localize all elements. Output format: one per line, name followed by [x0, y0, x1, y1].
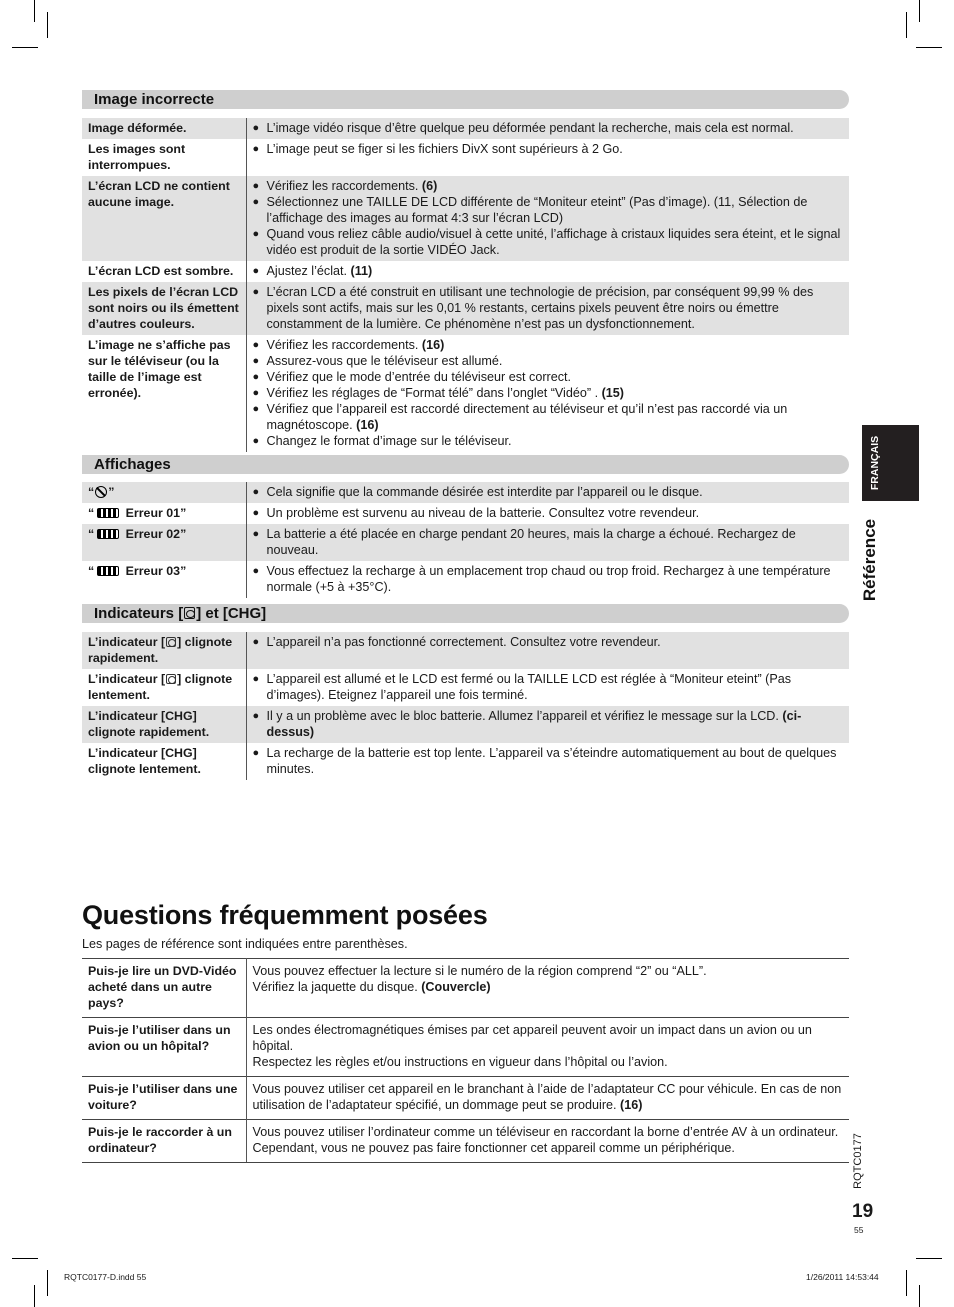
- indicator-text: L’indicateur [CHG] clignote lentement.: [88, 746, 201, 776]
- language-tab-label: [862, 425, 888, 501]
- bullet-list: [253, 284, 844, 332]
- display-cell: [82, 503, 246, 524]
- bullet-list: [253, 526, 844, 558]
- answer-line: [253, 1054, 844, 1070]
- crop-mark: [916, 1258, 942, 1259]
- bullet-list: [253, 337, 844, 449]
- bullet-text: L’appareil est allumé et le LCD est fermé ou la TAILLE LCD est réglée à “Moniteur eteint” (Pas d’images). Eteignez l’appareil une fois terminé.: [266, 672, 792, 702]
- troubleshoot-table-display: [82, 482, 849, 598]
- footer-file: RQTC0177-D.indd 55: [64, 1272, 147, 1282]
- bullet-item: [253, 708, 844, 740]
- crop-mark: [919, 0, 920, 22]
- answer-text: Vérifiez la jaquette du disque.: [252, 980, 422, 994]
- indicator-text: L’indicateur [CHG] clignote rapidement.: [88, 709, 210, 739]
- bullet-item: [253, 526, 844, 558]
- bullet-item: [253, 226, 844, 258]
- indicator-text: L’indicateur [: [88, 672, 166, 686]
- problem-cell: [82, 335, 246, 452]
- power-icon: [166, 637, 176, 647]
- bullet-text: Quand vous reliez câble audio/visuel à cette unité, l’affichage à cristaux liquides sera éteint, et le signal vidéo est produit de la sortie VIDÉO Jack.: [266, 227, 841, 257]
- faq-table: [82, 958, 849, 1163]
- problem-text: L’écran LCD est sombre.: [88, 264, 234, 278]
- answer-text: Vous pouvez effectuer la lecture si le numéro de la région comprend “2” ou “ALL”.: [252, 964, 707, 978]
- sheet-number: 55: [854, 1225, 864, 1235]
- bullet-text: L’image vidéo risque d’être quelque peu déformée pendant la recherche, mais cela est normal.: [266, 121, 794, 135]
- question-text: Puis-je lire un DVD-Vidéo acheté dans un autre pays?: [88, 964, 237, 1010]
- answer-line: [253, 963, 844, 979]
- troubleshoot-table-image: [82, 118, 849, 452]
- bullet-list: [253, 708, 844, 740]
- section-title-part: ] et [CHG]: [196, 605, 267, 622]
- crop-mark: [919, 1285, 920, 1307]
- indicator-text: L’indicateur [: [88, 635, 166, 649]
- battery-icon: [97, 529, 119, 539]
- troubleshoot-table-indicators: [82, 632, 849, 780]
- bullet-text: Ajustez l’éclat.: [266, 264, 351, 278]
- language-label: FRANÇAIS: [869, 435, 881, 491]
- display-cell: [82, 482, 246, 503]
- crop-mark: [916, 47, 942, 48]
- indicator-cell: [82, 669, 246, 706]
- quote-close: ”: [180, 564, 187, 578]
- crop-mark: [34, 1285, 35, 1307]
- bullet-item: [253, 745, 844, 777]
- question-cell: [82, 959, 246, 1018]
- indicator-cell: [82, 743, 246, 780]
- bullet-item: [253, 120, 844, 136]
- problem-cell: [82, 118, 246, 139]
- table-row: [82, 118, 849, 139]
- quote-close: ”: [108, 485, 115, 499]
- crop-mark: [906, 1270, 907, 1296]
- faq-row: [82, 1018, 849, 1077]
- bullet-text: Il y a un problème avec le bloc batterie. Allumez l’appareil et vérifiez le message sur la LCD.: [266, 709, 783, 723]
- solution-cell: [246, 261, 849, 282]
- crop-mark: [12, 1258, 38, 1259]
- reference-label: Référence: [860, 518, 879, 602]
- answer-line: [253, 1022, 844, 1054]
- error-code: Erreur 02: [122, 527, 181, 541]
- section-title-part: Indicateurs [: [94, 605, 184, 622]
- bullet-item: [253, 194, 844, 226]
- table-row: [82, 503, 849, 524]
- faq-row: [82, 1077, 849, 1120]
- problem-text: L’écran LCD ne contient aucune image.: [88, 179, 230, 209]
- prohibited-icon: [95, 486, 107, 498]
- bullet-list: [253, 141, 844, 157]
- indicator-cell: [82, 632, 246, 669]
- bullet-item: [253, 505, 844, 521]
- question-text: Puis-je l’utiliser dans un avion ou un hôpital?: [88, 1023, 231, 1053]
- problem-cell: [82, 139, 246, 176]
- meaning-cell: [246, 561, 849, 598]
- table-row: [82, 706, 849, 743]
- bullet-text: La batterie a été placée en charge pendant 20 heures, mais la charge a échoué. Rechargez de nouveau.: [266, 527, 796, 557]
- answer-cell: [246, 1077, 849, 1120]
- bullet-item: [253, 385, 844, 401]
- section-title-indicators: [82, 604, 849, 623]
- solution-cell: [246, 335, 849, 452]
- bullet-text: Vérifiez les raccordements.: [266, 179, 422, 193]
- answer-cell: [246, 959, 849, 1018]
- answer-line: [253, 979, 844, 995]
- bullet-list: [253, 178, 844, 258]
- problem-text: Image déformée.: [88, 121, 187, 135]
- display-cell: [82, 524, 246, 561]
- section-title-display: Affichages: [82, 455, 849, 474]
- crop-mark: [47, 12, 48, 38]
- faq-row: [82, 959, 849, 1018]
- bullet-list: [253, 745, 844, 777]
- bullet-item: [253, 178, 844, 194]
- faq-subtitle: Les pages de référence sont indiquées entre parenthèses.: [82, 937, 408, 951]
- error-code: Erreur 03: [122, 564, 181, 578]
- page-number: 19: [852, 1201, 874, 1222]
- answer-line: [253, 1124, 844, 1156]
- meaning-cell: [246, 503, 849, 524]
- quote-open: “: [88, 527, 95, 541]
- answer-text: Vous pouvez utiliser cet appareil en le branchant à l’aide de l’adaptateur CC pour véhicule. En cas de non utilisation de l’adaptateur spécifié, un dommage peut se produire.: [252, 1082, 842, 1112]
- bullet-text: Vérifiez que l’appareil est raccordé directement au téléviseur et qu’il n’est pas raccordé via un magnétoscope.: [266, 402, 788, 432]
- crop-mark: [47, 1270, 48, 1296]
- quote-close: ”: [180, 527, 187, 541]
- bullet-item: [253, 353, 844, 369]
- bullet-text: L’écran LCD a été construit en utilisant une technologie de précision, par conséquent 99,99 % des pixels sont actifs, mais sur les 0,01 % restants, certains pixels peuvent être noirs ou émettre constamment de la lumière. Ce phénomène n’est pas un dysfonctionnement.: [266, 285, 814, 331]
- solution-cell: [246, 118, 849, 139]
- problem-text: Les images sont interrompues.: [88, 142, 186, 172]
- faq-title: Questions fréquemment posées: [82, 900, 488, 930]
- bullet-list: [253, 263, 844, 279]
- solution-cell: [246, 743, 849, 780]
- indicator-cell: [82, 706, 246, 743]
- bullet-item: [253, 401, 844, 433]
- page-reference: (15): [601, 386, 624, 400]
- battery-icon: [97, 508, 119, 518]
- battery-icon: [97, 566, 119, 576]
- answer-text: Vous pouvez utiliser l’ordinateur comme un téléviseur en raccordant la borne d’entrée AV à un ordinateur. Cependant, vous ne pouvez pas faire fonctionner cet appareil comme un périphérique.: [252, 1125, 839, 1155]
- problem-cell: [82, 176, 246, 261]
- bullet-list: [253, 484, 844, 500]
- meaning-cell: [246, 482, 849, 503]
- bullet-item: [253, 369, 844, 385]
- bullet-item: [253, 263, 844, 279]
- bullet-text: Sélectionnez une TAILLE DE LCD différente de “Moniteur eteint” (Pas d’image). (11, Sélection de l’affichage des images au format 4:3 sur l’écran LCD): [266, 195, 808, 225]
- table-row: [82, 261, 849, 282]
- problem-text: Les pixels de l’écran LCD sont noirs ou ils émettent d’autres couleurs.: [88, 285, 239, 331]
- page-reference: (16): [421, 338, 445, 352]
- table-row: [82, 176, 849, 261]
- crop-mark: [12, 47, 38, 48]
- power-icon: [184, 607, 195, 619]
- answer-text: Les ondes électromagnétiques émises par cet appareil peuvent avoir un impact dans un avion ou un hôpital.: [252, 1023, 812, 1053]
- bullet-item: [253, 563, 844, 595]
- footer-timestamp: 1/26/2011 14:53:44: [806, 1272, 879, 1282]
- bullet-item: [253, 337, 844, 353]
- table-row: [82, 282, 849, 335]
- table-row: [82, 632, 849, 669]
- bullet-list: [253, 563, 844, 595]
- error-code: Erreur 01: [122, 506, 181, 520]
- table-row: [82, 524, 849, 561]
- problem-cell: [82, 261, 246, 282]
- quote-open: “: [88, 485, 95, 499]
- bullet-list: [253, 120, 844, 136]
- table-row: [82, 669, 849, 706]
- faq-row: [82, 1120, 849, 1163]
- answer-cell: [246, 1018, 849, 1077]
- meaning-cell: [246, 524, 849, 561]
- solution-cell: [246, 282, 849, 335]
- table-row: [82, 139, 849, 176]
- bullet-text: Cela signifie que la commande désirée est interdite par l’appareil ou le disque.: [266, 485, 703, 499]
- bullet-list: [253, 671, 844, 703]
- page-reference: (16): [620, 1098, 643, 1112]
- crop-mark: [906, 12, 907, 38]
- section-title-image: Image incorrecte: [82, 90, 849, 109]
- answer-text: Respectez les règles et/ou instructions en vigueur dans l’hôpital ou l’avion.: [252, 1055, 668, 1069]
- bullet-text: Un problème est survenu au niveau de la batterie. Consultez votre revendeur.: [266, 506, 700, 520]
- table-row: [82, 561, 849, 598]
- bullet-list: [253, 505, 844, 521]
- answer-line: [253, 1081, 844, 1113]
- question-cell: [82, 1120, 246, 1163]
- page-reference: (ci-dessus): [266, 709, 802, 739]
- solution-cell: [246, 632, 849, 669]
- bullet-item: [253, 484, 844, 500]
- page-reference: (Couvercle): [421, 980, 491, 994]
- quote-open: “: [88, 564, 95, 578]
- bullet-text: L’appareil n’a pas fonctionné correctement. Consultez votre revendeur.: [266, 635, 661, 649]
- quote-close: ”: [180, 506, 187, 520]
- display-cell: [82, 561, 246, 598]
- document-code: [842, 1126, 874, 1196]
- solution-cell: [246, 139, 849, 176]
- question-text: Puis-je le raccorder à un ordinateur?: [88, 1125, 232, 1155]
- bullet-text: Changez le format d’image sur le téléviseur.: [266, 434, 512, 448]
- bullet-item: [253, 284, 844, 332]
- crop-mark: [34, 0, 35, 22]
- quote-open: “: [88, 506, 95, 520]
- bullet-item: [253, 141, 844, 157]
- bullet-text: Vérifiez les raccordements.: [266, 338, 422, 352]
- bullet-text: Assurez-vous que le téléviseur est allumé.: [266, 354, 503, 368]
- bullet-text: Vérifiez les réglages de “Format télé” dans l’onglet “Vidéo” .: [266, 386, 602, 400]
- question-cell: [82, 1018, 246, 1077]
- question-text: Puis-je l’utiliser dans une voiture?: [88, 1082, 238, 1112]
- section-tab-label: [848, 518, 892, 602]
- solution-cell: [246, 176, 849, 261]
- page-reference: (11): [350, 264, 373, 278]
- power-icon: [166, 674, 176, 684]
- document-code-label: RQTC0177: [852, 1133, 865, 1189]
- bullet-item: [253, 671, 844, 703]
- problem-cell: [82, 282, 246, 335]
- bullet-text: L’image peut se figer si les fichiers DivX sont supérieurs à 2 Go.: [266, 142, 623, 156]
- question-cell: [82, 1077, 246, 1120]
- table-row: [82, 743, 849, 780]
- bullet-text: Vérifiez que le mode d’entrée du téléviseur est correct.: [266, 370, 572, 384]
- answer-cell: [246, 1120, 849, 1163]
- bullet-text: Vous effectuez la recharge à un emplacement trop chaud ou trop froid. Rechargez à une température normale (+5 à +35°C).: [266, 564, 831, 594]
- table-row: [82, 335, 849, 452]
- solution-cell: [246, 669, 849, 706]
- problem-text: L’image ne s’affiche pas sur le téléviseur (ou la taille de l’image est erronée).: [88, 338, 231, 400]
- indicator-text: ] clignote lentement.: [88, 672, 233, 702]
- bullet-item: [253, 634, 844, 650]
- indicator-text: ] clignote rapidement.: [88, 635, 233, 665]
- solution-cell: [246, 706, 849, 743]
- page-reference: (16): [356, 418, 379, 432]
- bullet-list: [253, 634, 844, 650]
- page-reference: (6): [421, 179, 438, 193]
- bullet-item: [253, 433, 844, 449]
- table-row: [82, 482, 849, 503]
- bullet-text: La recharge de la batterie est top lente. L’appareil va s’éteindre automatiquement au bout de quelques minutes.: [266, 746, 837, 776]
